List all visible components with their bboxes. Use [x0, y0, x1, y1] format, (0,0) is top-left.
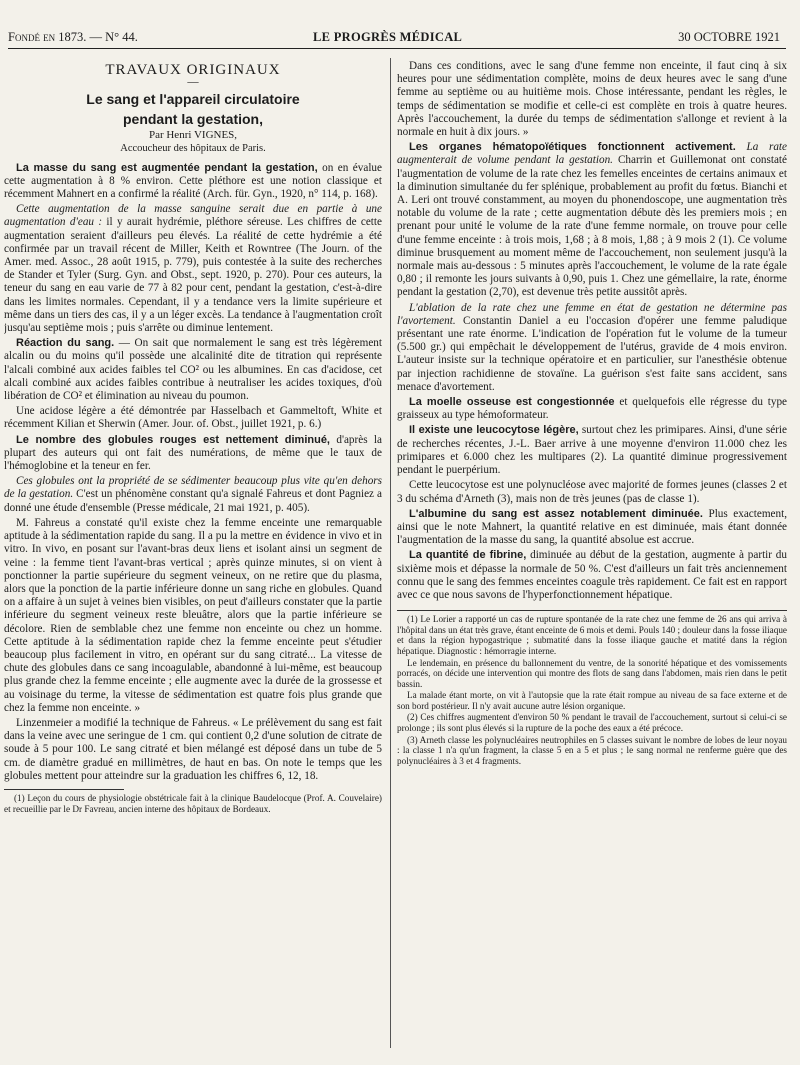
paragraph: Une acidose légère a été démontrée par Hasselbach et Gammeltoft, White et récemment Kilian et Sherwin (Amer. Jour. of. Obst., juillet 1921, p. 6.): [4, 405, 382, 431]
paragraph-text: Charrin et Guillemonat ont constaté l'augmentation de volume de la rate chez les femelles enceintes de certains animaux et la diminution simultanée du fer splénique, probablement au profit du fœtus. Bianchi et A. Leri ont trouvé constamment, au moyen du phonendoscope, une augmentation très notable du volume de la rate ; cette augmentation débute dès les premiers mois ; en prenant pour unité le volume de la rate d'une femme normale, on trouve pour celle d'une femme enceinte : à trois mois, 1,68 ; à 8 mois, 1,88 ; à 9 mois 2 (1). Ce volume diminue brusquement au moment même de l'accouchement, non seulement jusqu'à la normale mais au-dessous : 5 minutes après l'accouchement, le volume de la rate égale 0,80 ; il remonte les jours suivants à 0,90, puis 1. Chez une gémellaire, la rate, énorme pendant la gestation (2,70), est devenue très petite aussitôt après.: [397, 154, 787, 299]
paragraph: [397, 549, 787, 602]
italic-text: L'ablation de la rate chez une femme en état de gestation ne détermine pas l'avortement.: [397, 301, 787, 327]
paragraph-text: diminuée au début de la gestation, augmente à partir du sixième mois et dépasse la normale de 50 %. C'est d'ailleurs un fait très anciennement connu que le sang des femmes enceintes coagule très rapidement. Ce fait est en rapport avec ce que nous savons de l'hyperfonctionnement hépatique.: [397, 549, 787, 601]
paragraph: [397, 141, 787, 299]
author-byline: Par Henri VIGNES,: [148, 129, 238, 142]
run-in-head: Réaction du sang.: [16, 337, 115, 350]
paragraph: [397, 424, 787, 477]
run-in-head: L'albumine du sang est assez notablement diminuée.: [409, 507, 703, 520]
paragraph-text: surtout chez les primipares. Ainsi, d'une série de recherches récentes, J.-L. Baer arrive à une moyenne d'environ 11.000 chez les primipares et 6.000 chez les multipares (2). La quantité diminue progressivement pendant le puerpérium.: [397, 424, 787, 477]
paragraph: [397, 396, 787, 422]
run-in-head: La quantité de fibrine,: [409, 549, 527, 562]
paragraph-text: Constantin Daniel a eu l'occasion d'opérer une femme paludique présentant une rate énorme. L'indication de l'opération fut le volume de la tumeur (5.500 gr.) qui empêchait le développement de l'utérus, gravide de 4 mois environ. L'auteur insiste sur la technique opératoire et en particulier, sur l'anesthésie obtenue par injection rachidienne de stovaïne. La guérison s'est faite sans accident, sans menace d'avortement.: [397, 314, 787, 393]
paragraph: [4, 337, 382, 403]
section-dash: —: [187, 76, 199, 89]
run-in-head: Les organes hématopoïétiques fonctionnent activement.: [409, 141, 736, 154]
italic-text: Cette augmentation de la masse sanguine serait due en partie à une augmentation d'eau :: [4, 203, 382, 229]
run-in-head: La moelle osseuse est congestionnée: [409, 396, 615, 409]
article-title-line1: Le sang et l'appareil circulatoire: [86, 91, 300, 108]
paragraph: [397, 508, 787, 548]
run-in-head: Le nombre des globules rouges est nettement diminué,: [16, 433, 330, 446]
issue-date: 30 OCTOBRE 1921: [678, 30, 780, 44]
footnote: (1) Le Lorier a rapporté un cas de rupture spontanée de la rate chez une femme de 26 ans qui arriva à l'hôpital dans un état très grave, étant enceinte de 6 mois et demi. Pouls 140 ; douleur dans la fosse iliaque et dans la région hypogastrique ; submatité dans la fosse iliaque gauche et matité dans la région hépatique. Diagnostic : hémorragie interne.: [397, 614, 787, 656]
footnote-rule: [4, 789, 124, 790]
footnote-rule: [397, 610, 787, 611]
section-heading: TRAVAUX ORIGINAUX: [105, 62, 281, 78]
paragraph: [4, 434, 382, 474]
italic-text: La rate augmenterait de volume pendant la gestation.: [397, 141, 787, 167]
paragraph: Dans ces conditions, avec le sang d'une femme non enceinte, il faut cinq à six heures pour une sédimentation complète, moins de deux heures avec le sang d'une femme au septième ou au huitième mois. Chose intéressante, pendant les règles, le temps de sédimentation se modifie et celle-ci est complète en trois à quatre heures. Après l'accouchement, la durée du temps de sédimentation s'allonge et revient à la normale en huit à dix jours. »: [397, 60, 787, 139]
right-column: [397, 60, 787, 1060]
paragraph: M. Fahreus a constaté qu'il existe chez la femme enceinte une remarquable aptitude à la sédimentation rapide du sang. Il a pu la mettre en évidence in vivo et in vitro. In vivo, en posant sur l'avant-bras deux liens et isolant ainsi un segment de veine : la femme tient l'avant-bras vertical ; après quinze minutes, si on vient à ponctionner la partie supérieure du segment veineux, on ne retire que du plasma, alors que la ponction de la partie inférieure donne un sang riche en globules. Quand on a affaire à un sujet à veines bien visibles, on peut d'ailleurs constater que la partie inférieure du segment veineux reste bleuâtre, alors que la partie inférieure se décolore. Rien de semblable chez une femme non enceinte ou chez un homme. Cette aptitude à la sédimentation rapide chez la femme enceinte peut s'étudier beaucoup plus facilement in vitro, en opérant sur du sang citraté... La vitesse de chute des globules dans ce sang incoagulable, abandonné à lui-même, est beaucoup plus grande chez la femme enceinte ; elle augmente avec la durée de la grossesse et au voisinage du terme, la vitesse de sédimentation est quatre fois plus grande que chez la femme non enceinte. »: [4, 516, 382, 714]
footnote: (1) Leçon du cours de physiologie obstétricale fait à la clinique Baudelocque (Prof. A. Couvelaire) et recueillie par le Dr Favreau, ancien interne des hôpitaux de Bordeaux.: [4, 792, 382, 814]
article-title-line2: pendant la gestation,: [122, 111, 263, 128]
journal-name: LE PROGRÈS MÉDICAL: [313, 30, 463, 44]
paragraph: [4, 162, 382, 202]
paragraph-text: C'est un phénomène constant qu'a signalé Fahreus et dont Pagniez a donné une étude d'ensemble (Presse médicale, 21 mai 1921, p. 405).: [4, 488, 382, 514]
paragraph-text: Plus exactement, ainsi que le note Mahnert, la quantité relative en est diminuée, mais étant donnée l'augmentation de la masse du sang, la quantité absolue est accrue.: [397, 507, 787, 547]
paragraph-text: on en évalue cette augmentation à 8 % environ. Cette pléthore est une notion classique et récemment Mahnert en a confirmé la réalité (Arch. für. Gyn., 1920, n° 114, p. 168).: [4, 161, 382, 201]
run-in-head: La masse du sang est augmentée pendant la gestation,: [16, 161, 318, 174]
paragraph-text: — On sait que normalement le sang est très légèrement alcalin ou du moins qu'il possède une alcalinité dite de titration qui représente l'alcali combiné aux acides faibles tel CO² ou les albumines. En cas d'acidose, cet alcali combiné aux acides faibles contribue à neutraliser les acides toxiques, d'où libération de CO² et élimination au niveau du poumon.: [4, 337, 382, 403]
paragraph-text: et quelquefois elle régresse du type graisseux au type hémoformateur.: [397, 396, 787, 422]
column-divider: [390, 58, 391, 1048]
run-in-head: Il existe une leucocytose légère,: [409, 424, 579, 437]
left-column: [4, 60, 382, 1060]
footnote: La malade étant morte, on vit à l'autopsie que la rate était rompue au niveau de sa face externe et de son bord postérieur. Il n'y avait aucune autre lésion organique.: [397, 690, 787, 711]
paragraph: Cette leucocytose est une polynucléose avec majorité de formes jeunes (classes 2 et 3 du schéma d'Arneth (3), mais non de très jeunes (pas de classe 1).: [397, 479, 787, 505]
italic-text: Ces globules ont la propriété de se sédimenter beaucoup plus vite qu'en dehors de la gestation.: [4, 475, 382, 501]
founded-line: Fondé en 1873. — N° 44.: [8, 30, 138, 44]
author-role: Accoucheur des hôpitaux de Paris.: [120, 143, 266, 155]
paragraph-text: il y aurait hydrémie, pléthore séreuse. Les chiffres de cette augmentation seraient d'ailleurs peu élevés. La réalité de cette hydrémie a été confirmée par un travail récent de Miller, Keith et Rowntree (The Journ. of the Amer. med. Assoc., 28 août 1915, p. 779), puis contestée à la suite des recherches de Stander et Tyler (Surg. Gyn. and Obst., sept. 1920, p. 270). Pour ces auteurs, la teneur du sang en eau varie de 77 à 82 pour cent, pendant la gestation, c'est-à-dire dans les limites normales. Cependant, il y a tendance vers la limite supérieure et même dans un tiers des cas, il y a un léger excès. La tendance à l'augmentation croît jusqu'au septième mois ; puis s'arrête ou diminue lentement.: [4, 216, 382, 335]
running-header: [8, 30, 792, 46]
footnote: (2) Ces chiffres augmentent d'environ 50 % pendant le travail de l'accouchement, surtout si celui-ci se prolonge ; ils sont plus élevés si la rupture de la poche des eaux a été précoce.: [397, 712, 787, 734]
footnote: Le lendemain, en présence du ballonnement du ventre, de la sonorité hépatique et des vomissements porracés, on décide une intervention qui montre des flots de sang dans l'abdomen, mais rien dans le petit bassin.: [397, 657, 787, 689]
footnote: (3) Arneth classe les polynucléaires neutrophiles en 5 classes suivant le nombre de lobes de leur noyau : la classe 1 n'a qu'un fragment, la classe 5 en a 5 et plus ; le sang normal ne renferme guère que des polynucléaires à 3 et 4 fragments.: [397, 734, 787, 766]
header-rule: [8, 48, 786, 49]
paragraph: [397, 302, 787, 394]
paragraph-text: d'après la plupart des auteurs qui ont fait des numérations, de même que le taux de l'hémoglobine et la teneur en fer.: [4, 433, 382, 473]
paragraph: [4, 475, 382, 515]
paragraph: [4, 203, 382, 335]
paragraph: Linzenmeier a modifié la technique de Fahreus. « Le prélèvement du sang est fait dans la veine avec une seringue de 1 cm. qui contient 0,2 d'une solution de citrate de soude à 5 pour 100. Le sang citraté et bien mélangé est déposé dans un tube de 5 cm. de diamètre gradué en millimètres, de haut en bas. On note le temps que les globules mettent pour atteindre sur la graduation les chiffres 6, 12, 18.: [4, 716, 382, 782]
